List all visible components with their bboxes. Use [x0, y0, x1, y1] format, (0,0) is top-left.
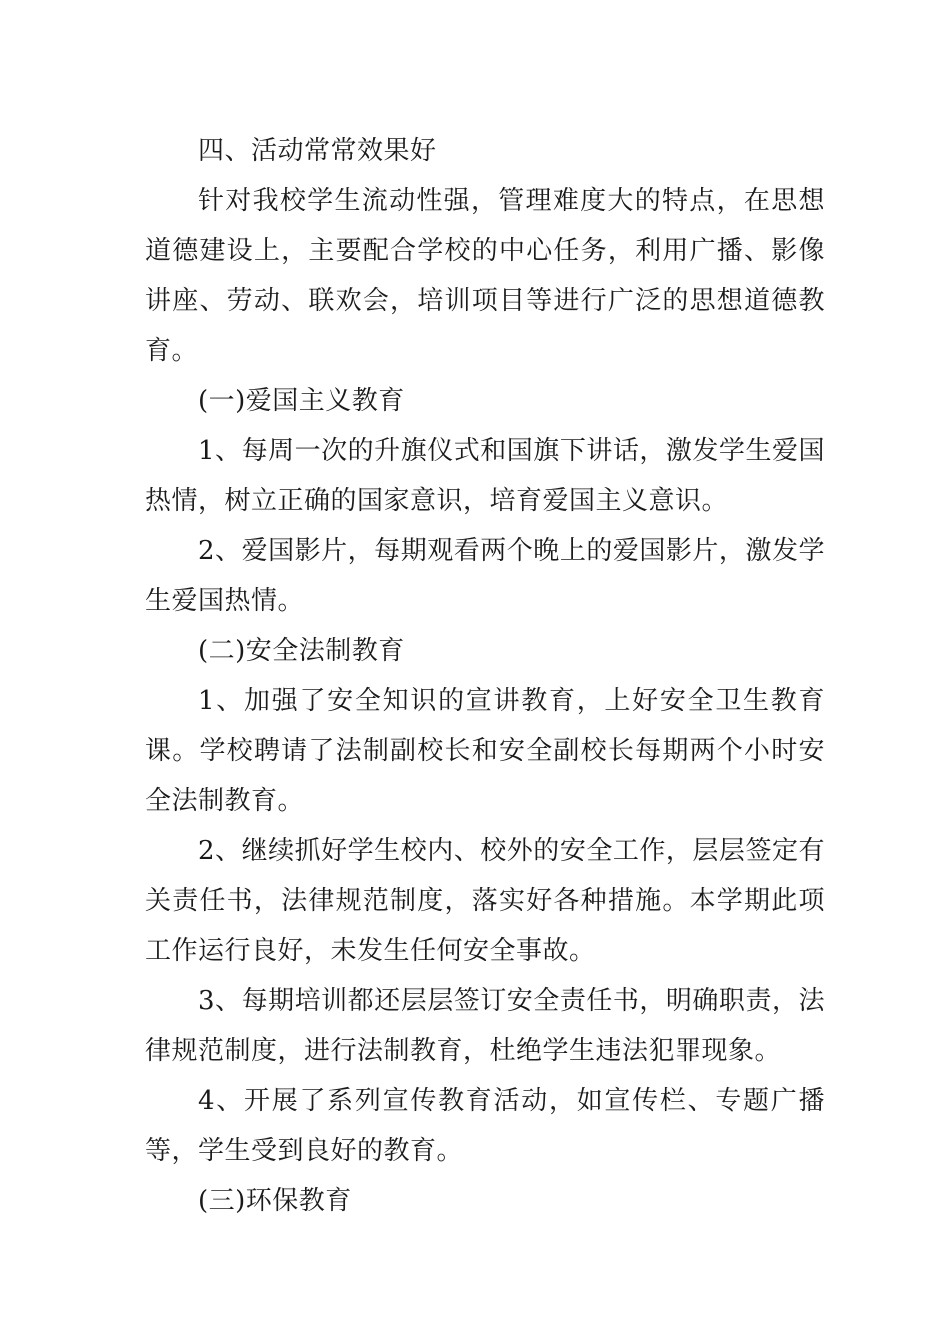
- body-paragraph: 4、开展了系列宣传教育活动，如宣传栏、专题广播等，学生受到良好的教育。: [145, 1086, 825, 1166]
- document-body: [145, 126, 825, 1226]
- subsection-heading: (二)安全法制教育: [198, 636, 405, 666]
- body-paragraph: 针对我校学生流动性强，管理难度大的特点，在思想道德建设上，主要配合学校的中心任务，利用广播、影像讲座、劳动、联欢会，培训项目等进行广泛的思想道德教育。: [145, 186, 825, 366]
- section-heading: 四、活动常常效果好: [198, 136, 437, 166]
- body-paragraph: 3、每期培训都还层层签订安全责任书，明确职责，法律规范制度，进行法制教育，杜绝学生违法犯罪现象。: [145, 986, 825, 1066]
- body-paragraph: 2、爱国影片，每期观看两个晚上的爱国影片，激发学生爱国热情。: [145, 536, 825, 616]
- body-paragraph: 1、加强了安全知识的宣讲教育，上好安全卫生教育课。学校聘请了法制副校长和安全副校长每期两个小时安全法制教育。: [145, 686, 825, 816]
- subsection-heading: (一)爱国主义教育: [198, 386, 405, 416]
- subsection-heading: (三)环保教育: [198, 1186, 352, 1216]
- body-paragraph: 1、每周一次的升旗仪式和国旗下讲话，激发学生爱国热情，树立正确的国家意识，培育爱国主义意识。: [145, 436, 825, 516]
- body-paragraph: 2、继续抓好学生校内、校外的安全工作，层层签定有关责任书，法律规范制度，落实好各种措施。本学期此项工作运行良好，未发生任何安全事故。: [145, 836, 825, 966]
